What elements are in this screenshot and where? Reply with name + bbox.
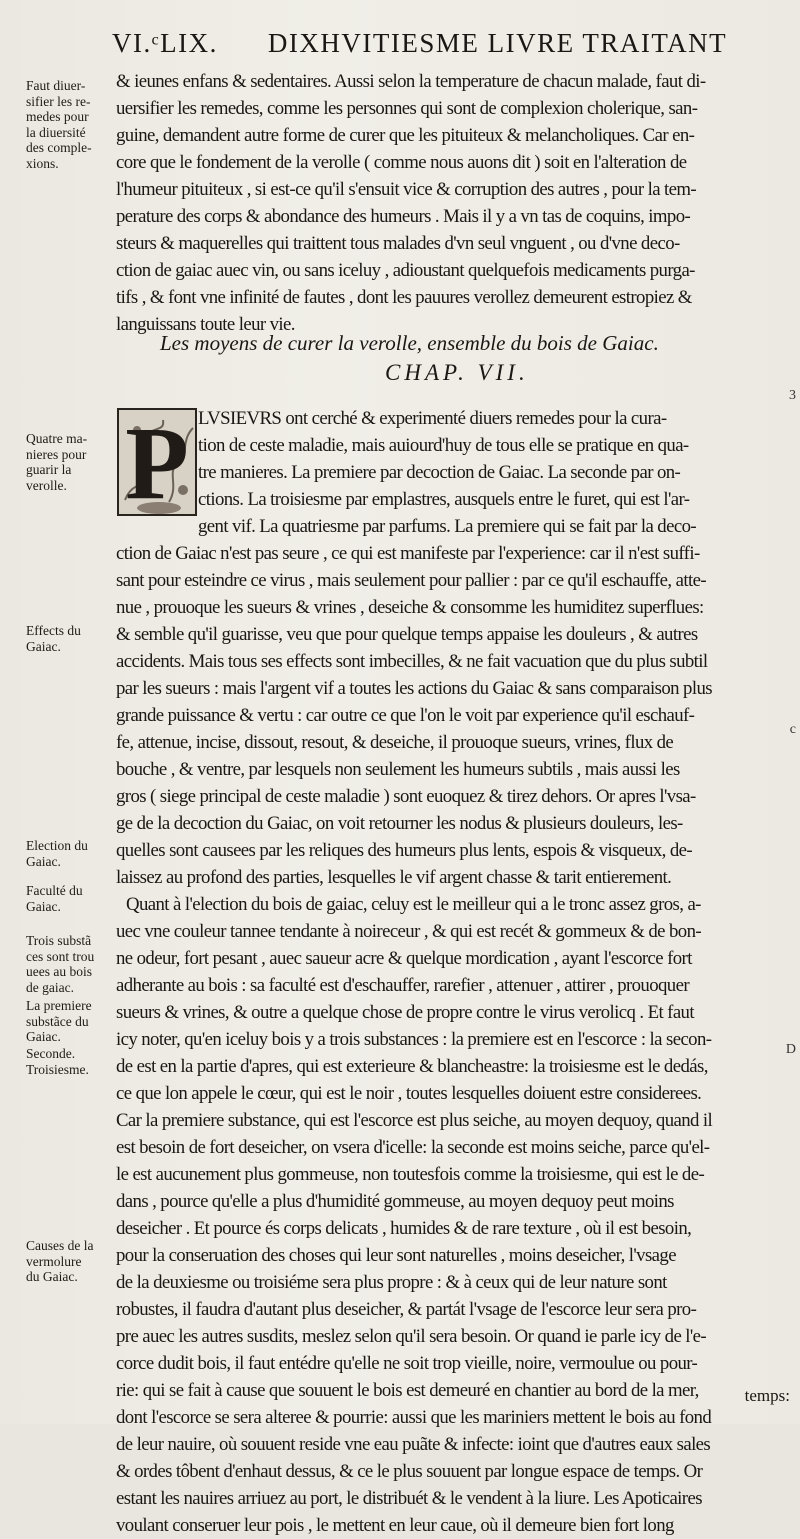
text-line: ge de la decoction du Gaiac, on voit retourner les nodus & plusieurs douleurs, les- <box>116 813 683 834</box>
text-line: ce que lon appele le cœur, qui est le noir , toutes lesquelles doiuent estre considerees. <box>116 1083 702 1104</box>
text-line: sant pour esteindre ce virus , mais seulement pour pallier : par ce qu'il eschauffe, atte- <box>116 570 706 591</box>
margin-note-quatre-manieres: Quatre ma- nieres pour guarir la verolle. <box>26 431 88 493</box>
text-line: de la deuxiesme ou troisiéme sera plus propre : & à ceux qui de leur nature sont <box>116 1272 667 1293</box>
right-margin-mark: D <box>785 1042 796 1057</box>
running-head <box>112 28 780 59</box>
text-line: pour la conseruation des choses qui leur sont naturelles , moins deseicher, l'vsage <box>116 1245 676 1266</box>
text-line: par les sueurs : mais l'argent vif a toutes les actions du Gaiac & sans comparaison plus <box>116 678 712 699</box>
text-line: guine, demandent autre forme de curer que les pituiteux & melancholiques. Car en- <box>116 125 695 146</box>
margin-note-trois-substances: Trois substã ces sont trou uees au bois de gaiac. <box>26 933 95 995</box>
text-line: Quant à l'election du bois de gaiac, celuy est le meilleur qui a le tronc assez gros, a- <box>126 894 701 915</box>
margin-note-complexions: Faut diuer- sifier les re- medes pour la diuersité des comple- xions. <box>26 78 92 171</box>
chapter-heading: CHAP. VII. <box>385 360 529 385</box>
margin-note-faculte: Faculté du Gaiac. <box>26 883 83 914</box>
margin-note-vermolure: Causes de la vermolure du Gaiac. <box>26 1238 94 1284</box>
text-line: LVSIEVRS ont cerché & experimenté diuers remedes pour la cura- <box>198 408 667 429</box>
text-line: rie: qui se fait à cause que souuent le bois est demeuré en chantier au bord de la mer, <box>116 1380 699 1401</box>
catchword: temps: <box>744 1386 790 1405</box>
main-body <box>116 513 792 1539</box>
text-line: accidents. Mais tous ses effects sont imbecilles, & ne fait vacuation que du plus subtil <box>116 651 708 672</box>
text-line: ctions. La troisiesme par emplastres, ausquels entre le furet, qui est l'ar- <box>198 489 690 510</box>
text-line: de est en la partie d'apres, qui est exterieure & blancheastre: la troisiesme est le dedás, <box>116 1056 708 1077</box>
text-line: uec vne couleur tannee tendante à noireceur , & qui est recét & gommeux & de bon- <box>116 921 702 942</box>
text-line: robustes, il faudra d'autant plus deseicher, & partát l'vsage de l'escorce leur sera pro- <box>116 1299 697 1320</box>
text-line: corce dudit bois, il faut entédre qu'elle ne soit trop vieille, noire, vermoulue ou pour- <box>116 1353 698 1374</box>
text-line: tion de ceste maladie, mais auiourd'huy de tous elle se pratique en qua- <box>198 435 689 456</box>
text-line: core que le fondement de la verolle ( comme nous auons dit ) soit en l'alteration de <box>116 152 687 173</box>
text-line: & ieunes enfans & sedentaires. Aussi selon la temperature de chacun malade, faut di- <box>116 71 706 92</box>
text-line: estant les nauires arriuez au port, le distribuét & le vendent à la liure. Les Apoticaires <box>116 1488 702 1509</box>
text-line: quelles sont causees par les reliques des humeurs plus lents, espois & visqueux, de- <box>116 840 693 861</box>
text-line: languissans toute leur vie. <box>116 314 295 335</box>
text-line: dans , pource qu'elle a plus d'humidité gommeuse, au moyen dequoy peut moins <box>116 1191 674 1212</box>
text-line: l'humeur pituiteux , si est-ce qu'il s'ensuit vice & corruption des autres , pour la tem- <box>116 179 697 200</box>
text-line: dont l'escorce se sera alteree & pourrie: aussi que les mariniers mettent le bois au fond <box>116 1407 712 1428</box>
text-line: gros ( siege principal de ceste maladie ) sont euoquez & tirez dehors. Or apres l'vsa- <box>116 786 696 807</box>
text-line: deseicher . Et pource és corps delicats , humides & de rare texture , où il est besoin, <box>116 1218 692 1239</box>
text-line: Car la premiere substance, qui est l'escorce est plus seiche, au moyen dequoy, quand il <box>116 1110 713 1131</box>
text-line: ction de gaiac auec vin, ou sans iceluy , adioustant quelquefois medicaments purga- <box>116 260 695 281</box>
text-line: gent vif. La quatriesme par parfums. La premiere qui se fait par la deco- <box>198 516 697 537</box>
section-title: Les moyens de curer la verolle, ensemble du bois de Gaiac. <box>160 331 659 355</box>
text-line: bouche , & ventre, par lesquels non seulement les humeurs subtils , mais aussi les <box>116 759 680 780</box>
right-margin-mark: c <box>789 722 796 737</box>
text-line: le est aucunement plus gommeuse, non toutesfois comme la troisiesme, qui est le de- <box>116 1164 705 1185</box>
folio-number: VI.ᶜLIX. <box>112 28 218 58</box>
text-line: steurs & maquerelles qui traittent tous malades d'vn seul vnguent , ou d'vne deco- <box>116 233 680 254</box>
text-line: ne odeur, fort pesant , auec saueur acre & quelque mordication , ayant l'escorce fort <box>116 948 692 969</box>
text-line: tifs , & font vne infinité de fautes , dont les pauures verollez demeurent estropiez & <box>116 287 692 308</box>
margin-note-seconde-troisiesme: Seconde. Troisiesme. <box>26 1046 89 1077</box>
running-title: DIXHVITIESME LIVRE TRAITANT <box>267 28 728 58</box>
text-line: pre auec les autres susdits, meslez selon qu'il sera besoin. Or quand ie parle icy de l'e- <box>116 1326 707 1347</box>
text-line: grande puissance & vertu : car outre ce que l'on le voit par experience qu'il eschauf- <box>116 705 695 726</box>
margin-note-election: Election du Gaiac. <box>26 838 88 869</box>
text-line: fe, attenue, incise, dissout, resout, & deseiche, il prouoque sueurs, vrines, flux de <box>116 732 674 753</box>
text-line: sueurs & vrines, & outre a quelque chose de propre contre le virus verolicq . Et faut <box>116 1002 694 1023</box>
text-line: & ordes tôbent d'enhaut dessus, & ce le plus souuent par longue espace de temps. Or <box>116 1461 703 1482</box>
text-line: est besoin de fort deseicher, on vsera d'icelle: la seconde est moins seiche, parce qu'el- <box>116 1137 710 1158</box>
right-margin-mark: 3 <box>789 388 796 403</box>
text-line: de leur nauire, où souuent reside vne eau puãte & infecte: ioint que d'autres eaux sales <box>116 1434 711 1455</box>
text-line: laissez au profond des parties, lesquelles le vif argent chasse & tarit entierement. <box>116 867 672 888</box>
top-paragraph <box>116 68 792 338</box>
text-line: & semble qu'il guarisse, veu que pour quelque temps appaise les douleurs , & autres <box>116 624 698 645</box>
text-line: uersifier les remedes, comme les personnes qui sont de complexion cholerique, san- <box>116 98 698 119</box>
text-line: nue , prouoque les sueurs & vrines , deseiche & consomme les humiditez superflues: <box>116 597 704 618</box>
margin-note-premiere-substance: La premiere substãce du Gaiac. <box>26 998 92 1044</box>
text-line: voulant conseruer leur pois , le mettent en leur caue, où il demeure bien fort long <box>116 1515 674 1536</box>
chapter-opening <box>116 405 792 513</box>
text-line: perature des corps & abondance des humeurs . Mais il y a vn tas de coquins, impo- <box>116 206 691 227</box>
text-line: tre manieres. La premiere par decoction de Gaiac. La seconde par on- <box>198 462 681 483</box>
text-line: ction de Gaiac n'est pas seure , ce qui est manifeste par l'experience: car il n'est suffi- <box>116 543 700 564</box>
text-line: adherante au bois : sa faculté est d'eschauffer, rarefier , attenuer , attirer , prouoquer <box>116 975 689 996</box>
margin-note-effects: Effects du Gaiac. <box>26 623 81 654</box>
initial-letter: P <box>125 406 189 521</box>
text-line: icy noter, qu'en iceluy bois y a trois substances : la premiere est en l'escorce : la secon- <box>116 1029 712 1050</box>
